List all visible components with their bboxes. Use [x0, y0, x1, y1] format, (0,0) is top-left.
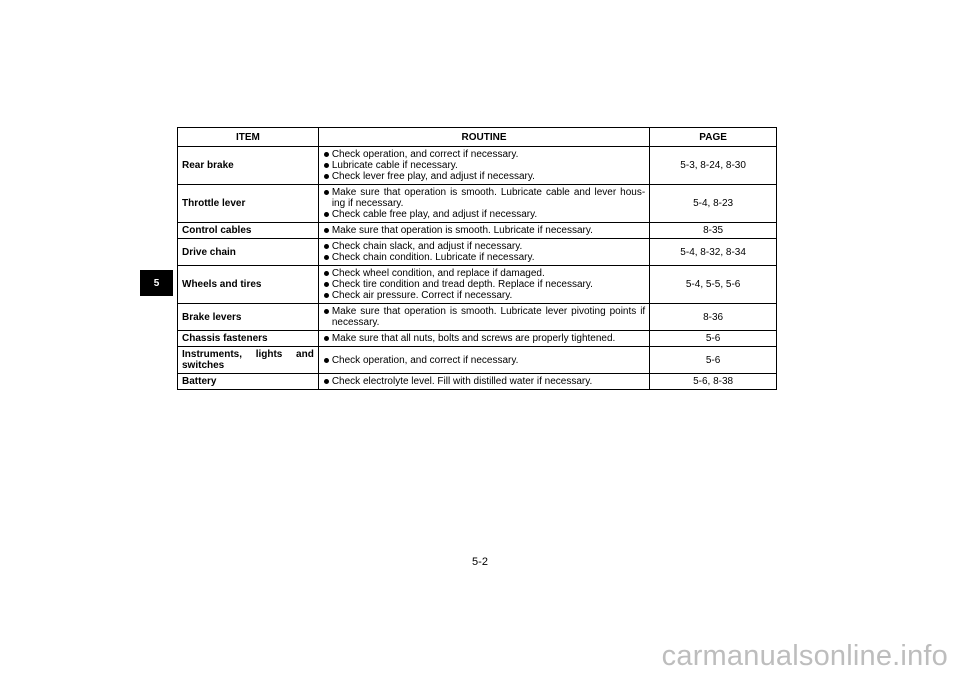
row-item: Wheels and tires	[178, 266, 319, 304]
routine-bullet: Check cable free play, and adjust if necessary.	[323, 209, 645, 220]
row-item: Drive chain	[178, 239, 319, 266]
row-routine	[318, 185, 649, 223]
row-routine	[318, 266, 649, 304]
routine-bullet: Make sure that operation is smooth. Lubricate if necessary.	[323, 225, 645, 236]
row-routine	[318, 374, 649, 390]
table-row	[178, 239, 777, 266]
maintenance-table	[177, 127, 777, 390]
row-item: Throttle lever	[178, 185, 319, 223]
routine-bullet: Check operation, and correct if necessary.	[323, 149, 645, 160]
row-item: Battery	[178, 374, 319, 390]
row-page: 8-36	[650, 304, 777, 331]
row-item: Instruments, lights and switches	[178, 347, 319, 374]
page-number: 5-2	[472, 556, 488, 568]
table-row	[178, 304, 777, 331]
routine-bullet: Check air pressure. Correct if necessary.	[323, 290, 645, 301]
routine-bullet: Check electrolyte level. Fill with distilled water if necessary.	[323, 376, 645, 387]
row-routine	[318, 147, 649, 185]
row-item: Chassis fasteners	[178, 331, 319, 347]
row-page: 5-6	[650, 331, 777, 347]
header-routine: ROUTINE	[318, 128, 649, 147]
row-page: 5-4, 5-5, 5-6	[650, 266, 777, 304]
table-row	[178, 147, 777, 185]
chapter-tab: 5	[140, 270, 173, 296]
row-item: Control cables	[178, 223, 319, 239]
routine-bullet: Check chain slack, and adjust if necessary.	[323, 241, 645, 252]
routine-bullet: Check wheel condition, and replace if damaged.	[323, 268, 645, 279]
routine-bullet: Make sure that operation is smooth. Lubricate cable and lever hous- ing if necessary.	[323, 187, 645, 209]
table-row	[178, 347, 777, 374]
row-routine	[318, 331, 649, 347]
row-page: 5-4, 8-23	[650, 185, 777, 223]
row-routine	[318, 304, 649, 331]
row-item: Brake levers	[178, 304, 319, 331]
row-routine	[318, 239, 649, 266]
row-page: 8-35	[650, 223, 777, 239]
table-row	[178, 374, 777, 390]
row-page: 5-6, 8-38	[650, 374, 777, 390]
watermark: carmanualsonline.info	[661, 640, 948, 672]
row-item: Rear brake	[178, 147, 319, 185]
routine-bullet: Check operation, and correct if necessary.	[323, 355, 645, 366]
header-item: ITEM	[178, 128, 319, 147]
routine-bullet: Check lever free play, and adjust if necessary.	[323, 171, 645, 182]
table-row	[178, 266, 777, 304]
routine-bullet: Make sure that all nuts, bolts and screws are properly tightened.	[323, 333, 645, 344]
row-page: 5-6	[650, 347, 777, 374]
header-page: PAGE	[650, 128, 777, 147]
routine-bullet: Check tire condition and tread depth. Replace if necessary.	[323, 279, 645, 290]
routine-bullet: Check chain condition. Lubricate if necessary.	[323, 252, 645, 263]
routine-bullet: Lubricate cable if necessary.	[323, 160, 645, 171]
row-page: 5-4, 8-32, 8-34	[650, 239, 777, 266]
row-routine	[318, 223, 649, 239]
table-header-row	[178, 128, 777, 147]
routine-bullet: Make sure that operation is smooth. Lubricate lever pivoting points if necessary.	[323, 306, 645, 328]
table-row	[178, 331, 777, 347]
row-routine	[318, 347, 649, 374]
table-row	[178, 223, 777, 239]
row-page: 5-3, 8-24, 8-30	[650, 147, 777, 185]
table-row	[178, 185, 777, 223]
